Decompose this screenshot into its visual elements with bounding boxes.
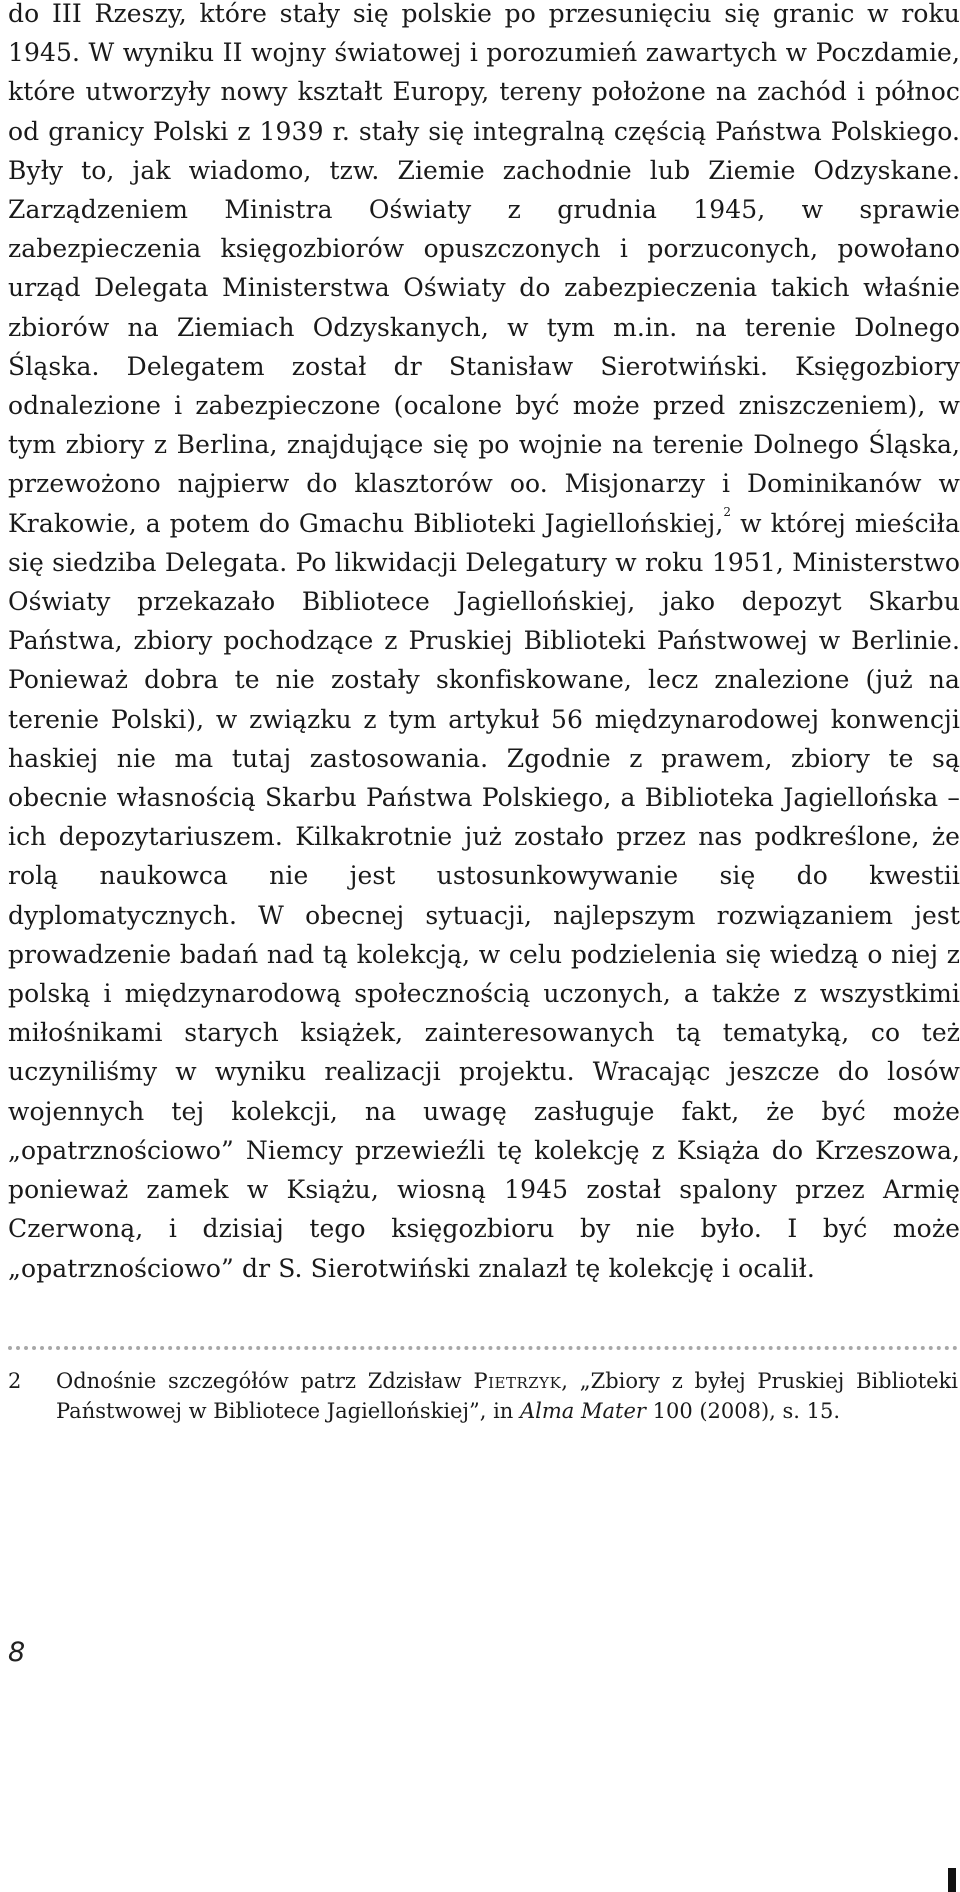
body-text-part-2: w której mieściła się siedziba Delegata. Po likwidacji Delegatury w roku 1951, Ministerstwo Oświaty przekazało Bibliotece Jagiellońskiej, jako depozyt Skarbu Państwa, zbiory pochodzące z Pruskiej Biblioteki Państwowej w Berlinie. Ponieważ dobra te nie zostały skonfiskowane, lecz znalezione (już na terenie Polski), w związku z tym artykuł 56 międzynarodowej konwencji haskiej nie ma tutaj zastosowania. Zgodnie z prawem, zbiory te są obecnie własnością Skarbu Państwa Polskiego, a Biblioteka Jagiellońska – ich depozytariuszem. Kilkakrotnie już zostało przez nas podkreślone, że rolą naukowca nie jest ustosunkowywanie się do kwestii dyplomatycznych. W obecnej sytuacji, najlepszym rozwiązaniem jest prowadzenie badań nad tą kolekcją, w celu podzielenia się wiedzą o niej z polską i międzynarodową społecznością uczonych, a także z wszystkimi miłośnikami starych książek, zainteresowanych tą tematyką, co też uczyniliśmy w wyniku realizacji projektu. Wracając jeszcze do losów wojennych tej kolekcji, na uwagę zasługuje fakt, że być może „opatrznościowo” Niemcy przewieźli tę kolekcję z Książa do Krzeszowa, ponieważ zamek w Książu, wiosną 1945 został spalony przez Armię Czerwoną, i dzisiaj tego księgozbioru by nie było. I być może „opatrznościowo” dr S. Sierotwiński znalazł tę kolekcję i ocalił.	[8, 508, 960, 1283]
footnote-separator	[8, 1346, 958, 1350]
footnote-journal: Alma Mater	[520, 1399, 646, 1423]
footnote	[8, 1366, 958, 1426]
page-edge-mark	[948, 1868, 956, 1892]
footnote-text-after: 100 (2008), s. 15.	[645, 1399, 841, 1423]
footnote-text-middle: , „Zbiory z byłej Pruskiej Biblioteki Państwowej w Bibliotece Jagiellońskiej”, in	[56, 1369, 959, 1423]
page-number: 8	[8, 1637, 26, 1668]
body-paragraph	[8, 0, 960, 1288]
footnote-text	[56, 1366, 958, 1426]
footnote-text-before: Odnośnie szczegółów patrz Zdzisław	[56, 1369, 474, 1393]
footnote-reference: 2	[723, 505, 732, 520]
body-text-part-1: do III Rzeszy, które stały się polskie po przesunięciu się granic w roku 1945. W wyniku II wojny światowej i porozumień zawartych w Poczdamie, które utworzyły nowy kształt Europy, tereny położone na zachód i północ od granicy Polski z 1939 r. stały się integralną częścią Państwa Polskiego. Były to, jak wiadomo, tzw. Ziemie zachodnie lub Ziemie Odzyskane. Zarządzeniem Ministra Oświaty z grudnia 1945, w sprawie zabezpieczenia księgozbiorów opuszczonych i porzuconych, powołano urząd Delegata Ministerstwa Oświaty do zabezpieczenia takich właśnie zbiorów na Ziemiach Odzyskanych, w tym m.in. na terenie Dolnego Śląska. Delegatem został dr Stanisław Sierotwiński. Księgozbiory odnalezione i zabezpieczone (ocalone być może przed zniszczeniem), w tym zbiory z Berlina, znajdujące się po wojnie na terenie Dolnego Śląska, przewożono najpierw do klasztorów oo. Misjonarzy i Dominikanów w Krakowie, a potem do Gmachu Biblioteki Jagiellońskiej,	[8, 0, 960, 538]
footnote-author: Pietrzyk	[473, 1369, 562, 1393]
footnote-number: 2	[8, 1369, 22, 1393]
